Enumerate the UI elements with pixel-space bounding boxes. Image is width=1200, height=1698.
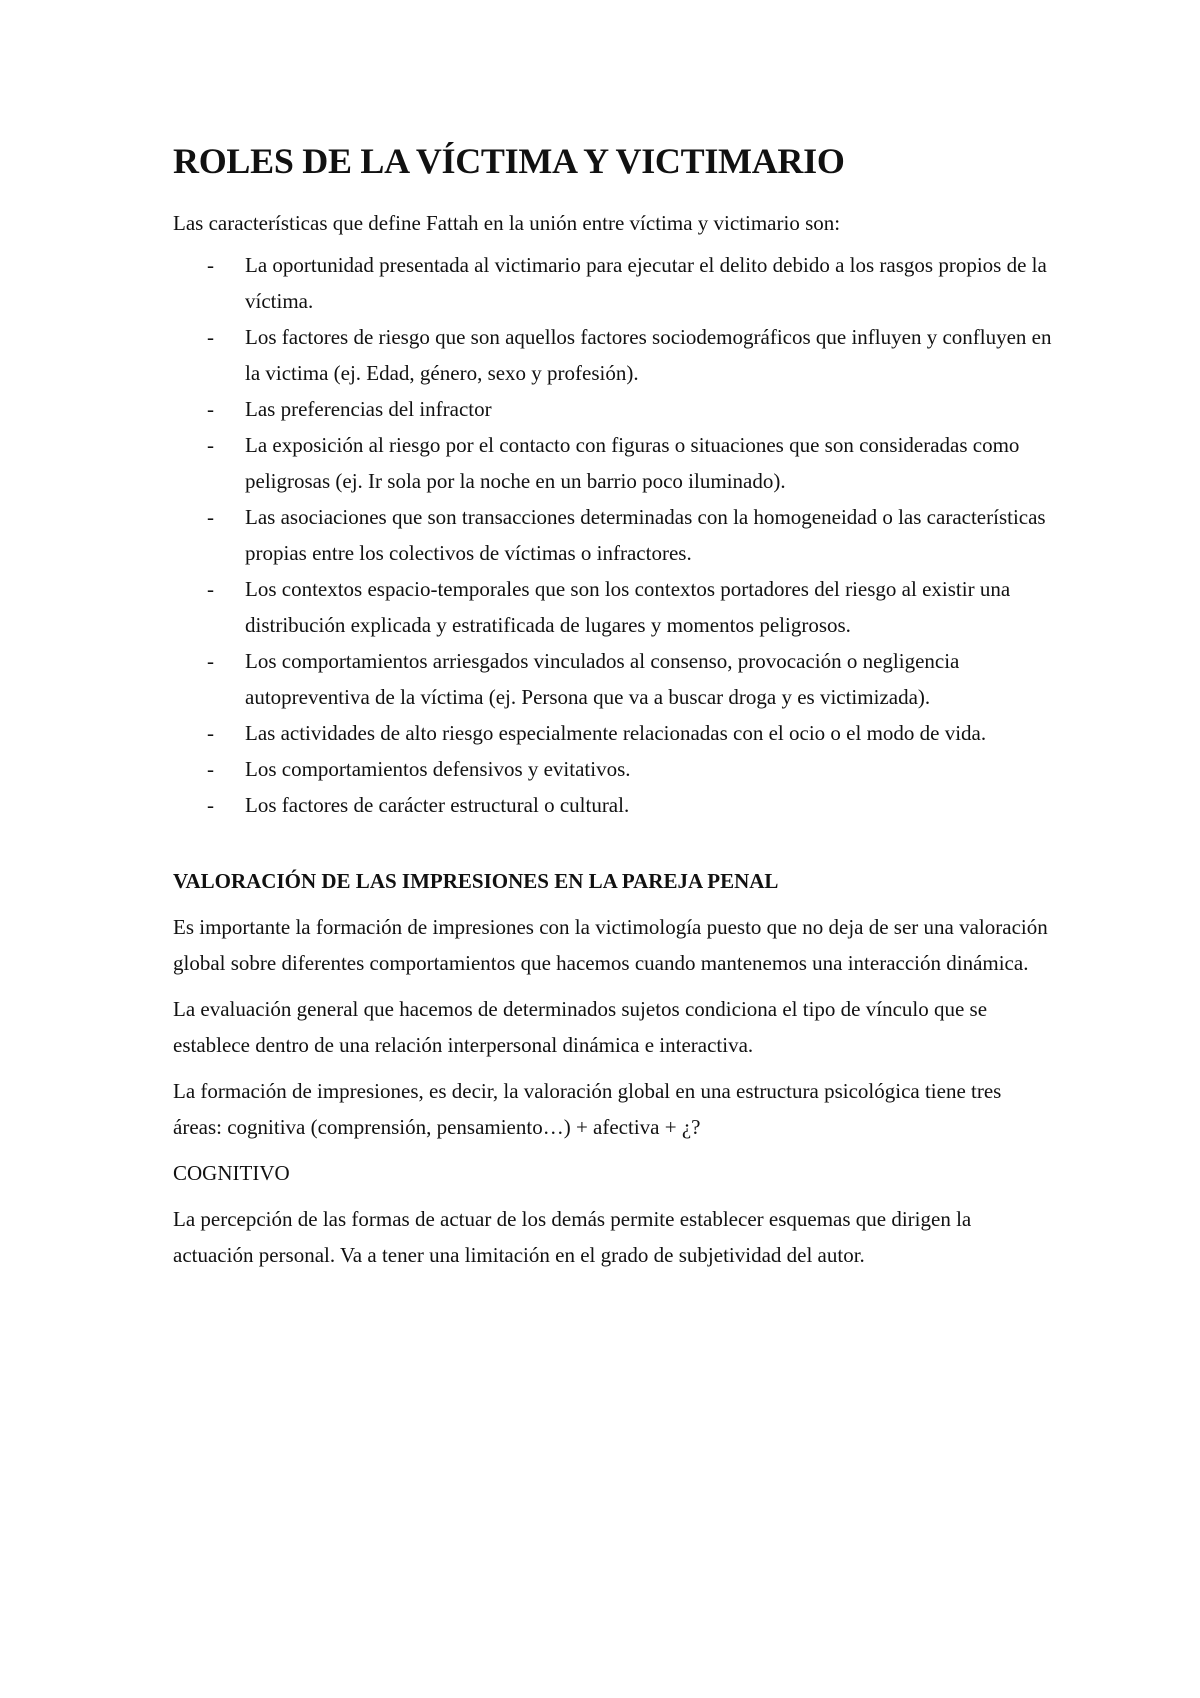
list-dash: - xyxy=(207,505,214,530)
list-dash: - xyxy=(207,253,214,278)
list-dash: - xyxy=(207,397,214,422)
characteristics-list xyxy=(173,247,1053,823)
list-item-text: Los factores de riesgo que son aquellos factores sociodemográficos que influyen y confluyen en la victima (ej. Edad, género, sexo y profesión). xyxy=(245,325,1052,386)
cognitive-heading: COGNITIVO xyxy=(173,1161,290,1186)
list-item xyxy=(173,499,1053,571)
list-dash: - xyxy=(207,721,214,746)
list-item-text: Los factores de carácter estructural o cultural. xyxy=(245,793,630,818)
list-dash: - xyxy=(207,649,214,674)
list-item xyxy=(173,715,1053,751)
list-item xyxy=(173,319,1053,391)
body-paragraph: La percepción de las formas de actuar de los demás permite establecer esquemas que dirigen la actuación personal. Va a tener una limitación en el grado de subjetividad del autor. xyxy=(173,1207,972,1268)
list-item-text: Los comportamientos defensivos y evitativos. xyxy=(245,757,631,782)
list-dash: - xyxy=(207,793,214,818)
list-dash: - xyxy=(207,325,214,350)
body-paragraph: La evaluación general que hacemos de determinados sujetos condiciona el tipo de vínculo que se establece dentro de una relación interpersonal dinámica e interactiva. xyxy=(173,997,988,1058)
list-dash: - xyxy=(207,757,214,782)
intro-paragraph: Las características que define Fattah en la unión entre víctima y victimario son: xyxy=(173,211,841,236)
document-title: ROLES DE LA VÍCTIMA Y VICTIMARIO xyxy=(173,141,845,181)
list-item-text: Los comportamientos arriesgados vinculados al consenso, provocación o negligencia autopreventiva de la víctima (ej. Persona que va a buscar droga y es victimizada). xyxy=(245,649,960,710)
list-item xyxy=(173,571,1053,643)
list-item xyxy=(173,643,1053,715)
list-item xyxy=(173,247,1053,319)
list-item xyxy=(173,787,1053,823)
list-item-text: Las asociaciones que son transacciones determinadas con la homogeneidad o las características propias entre los colectivos de víctimas o infractores. xyxy=(245,505,1046,566)
section-heading: VALORACIÓN DE LAS IMPRESIONES EN LA PAREJA PENAL xyxy=(173,869,779,894)
list-item-text: Las preferencias del infractor xyxy=(245,397,492,422)
list-item-text: La oportunidad presentada al victimario para ejecutar el delito debido a los rasgos propios de la víctima. xyxy=(245,253,1047,314)
list-item xyxy=(173,751,1053,787)
document-page xyxy=(173,140,1053,1283)
list-item-text: La exposición al riesgo por el contacto con figuras o situaciones que son consideradas como peligrosas (ej. Ir sola por la noche en un barrio poco iluminado). xyxy=(245,433,1020,494)
list-item xyxy=(173,427,1053,499)
body-paragraph: Es importante la formación de impresiones con la victimología puesto que no deja de ser una valoración global sobre diferentes comportamientos que hacemos cuando mantenemos una interacción dinámica. xyxy=(173,915,1048,976)
list-item-text: Los contextos espacio-temporales que son los contextos portadores del riesgo al existir una distribución explicada y estratificada de lugares y momentos peligrosos. xyxy=(245,577,1011,638)
list-dash: - xyxy=(207,433,214,458)
list-item xyxy=(173,391,1053,427)
body-paragraph: La formación de impresiones, es decir, la valoración global en una estructura psicológica tiene tres áreas: cognitiva (comprensión, pensamiento…) + afectiva + ¿? xyxy=(173,1079,1002,1140)
list-dash: - xyxy=(207,577,214,602)
list-item-text: Las actividades de alto riesgo especialmente relacionadas con el ocio o el modo de vida. xyxy=(245,721,987,746)
